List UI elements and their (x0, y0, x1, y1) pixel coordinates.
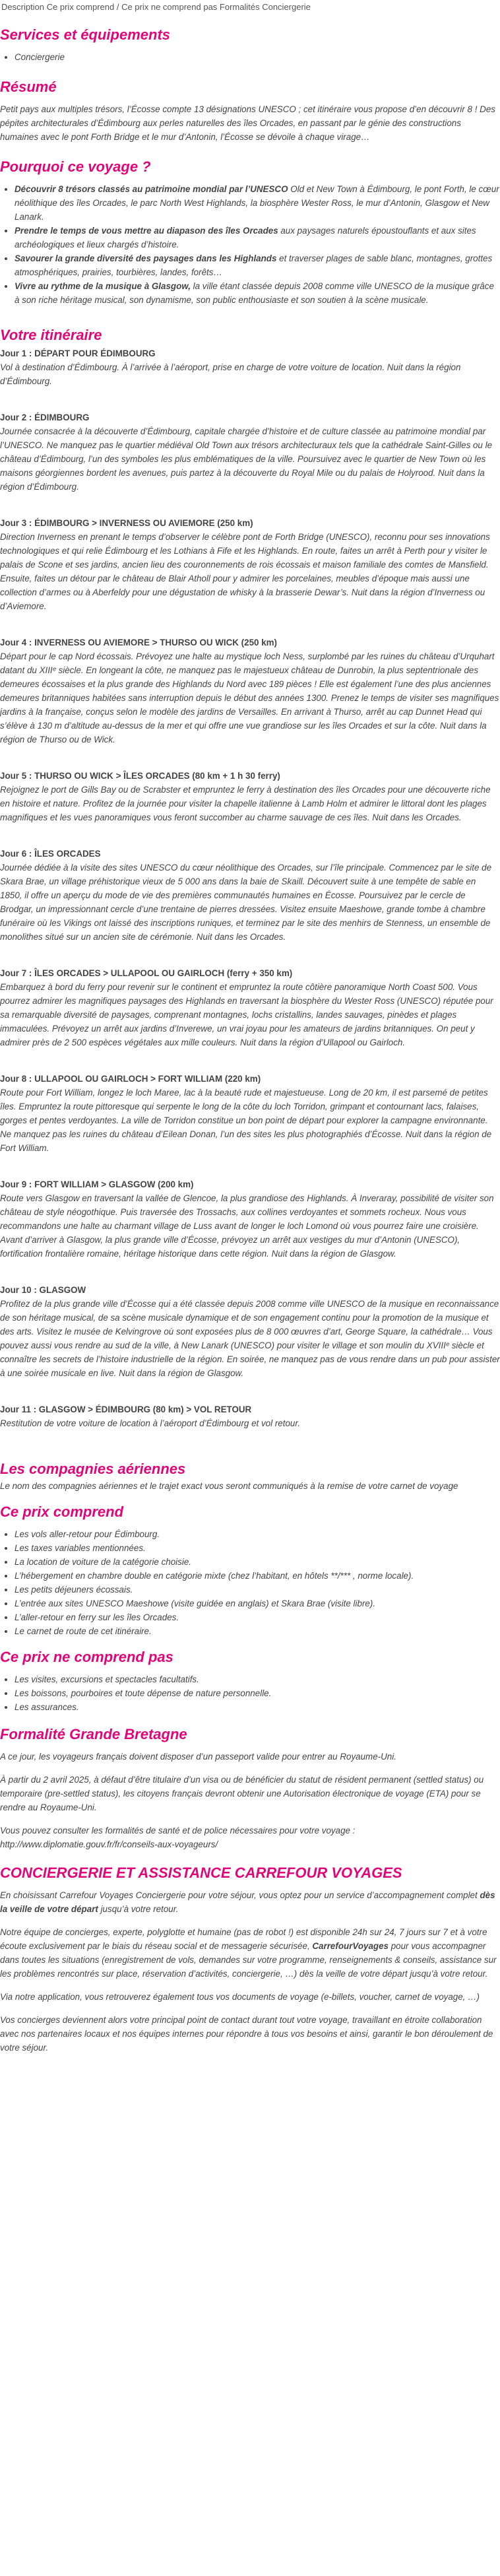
day-text: Restitution de votre voiture de location à l’aéroport d’Édimbourg et vol retour. (0, 1418, 301, 1428)
concierge-p3: Via notre application, vous retrouverez également tous vos documents de voyage (e-billets, voucher, carnet de voyage, …) (0, 1992, 480, 2002)
day-title: Jour 4 : INVERNESS OU AVIEMORE > THURSO OU WICK (250 km) (0, 638, 278, 647)
why-item-bold: Vivre au rythme de la musique à Glasgow, (15, 281, 191, 291)
concierge-p2-bold: CarrefourVoyages (312, 1941, 389, 1951)
day-text: Départ pour le cap Nord écossais. Prévoyez une halte au mystique loch Ness, surplombé par les ruines du château d’Urquhart datant du XIIIᵉ siècle. En longeant la côte, ne manquez pas le majestueux château de Dunrobin, la plus septentrionale des demeures écossaises et la plus grande des Highlands du Nord avec 189 pièces ! Elle est également l’une des plus anciennes demeures britanniques habitées sans interruption depuis le début des années 1300. Prenez le temps de visiter ses magnifiques jardins à la française, conçus selon le modèle des jardins de Versailles. En arrivant à Thurso, arrêt au cap Dunnet Head qui s’élève à 130 m d’altitude au-dessus de la mer et qui offre une vue grandiose sur les îles Orcades et sur la côte. Nuit dans la région de Thurso ou de Wick. (0, 651, 499, 744)
why-item-text: la ville étant classée depuis 2008 comme ville UNESCO de la musique grâce à son riche héritage musical, son dynamisme, son public enthousiaste et son soutien à la scène musicale. (15, 281, 494, 305)
day-text: Vol à destination d’Édimbourg. À l’arrivée à l’aéroport, prise en charge de votre voiture de location. Nuit dans la région d’Édimbourg. (0, 362, 461, 386)
concierge-p1-bold: dès la veille de votre départ (0, 1890, 495, 1914)
airlines-text: Le nom des compagnies aériennes et le trajet exact vous seront communiqués à la remise de votre carnet de voyage (0, 1481, 458, 1491)
itinerary-day (0, 636, 500, 746)
itinerary-day (0, 516, 500, 613)
concierge-title: CONCIERGERIE ET ASSISTANCE CARREFOUR VOYAGES (0, 1865, 402, 1881)
day-title: Jour 6 : ÎLES ORCADES (0, 849, 101, 859)
why-item (15, 224, 500, 251)
itinerary-day (0, 1072, 500, 1155)
includes-item: • Le carnet de route de cet itinéraire. (15, 1624, 500, 1638)
itinerary-day (0, 966, 500, 1049)
excludes-list (0, 1672, 500, 1714)
day-title: Jour 3 : ÉDIMBOURG > INVERNESS OU AVIEMORE (250 km) (0, 518, 253, 528)
day-text: Rejoignez le port de Gills Bay ou de Scrabster et empruntez le ferry à destination des îles Orcades pour une découverte riche en histoire et nature. Profitez de la journée pour visiter la chapelle italienne à Lamb Holm et admirer le littoral dont les plages magnifiques et les vues panoramiques vous feront succomber au charme sauvage de ces îles. Nuit dans les Orcades. (0, 785, 491, 822)
includes-item: • Les taxes variables mentionnées. (15, 1541, 500, 1555)
includes-item: • La location de voiture de la catégorie choisie. (15, 1555, 500, 1569)
day-title: Jour 1 : DÉPART POUR ÉDIMBOURG (0, 348, 156, 358)
day-title: Jour 8 : ULLAPOOL OU GAIRLOCH > FORT WILLIAM (220 km) (0, 1074, 261, 1084)
services-item: • Conciergerie (15, 50, 500, 64)
day-text: Direction Inverness en prenant le temps d’observer le célèbre pont de Forth Bridge (UNESCO), reconnu pour ses innovations technologiques et qui relie Édimbourg et les Lothians à Fife et les Highlands. En route, faites un arrêt à Perth pour y visiter le palais de Scone et ses jardins, ancien lieu des couronnements de rois écossais et maison familiale des comtes de Mansfield. Ensuite, faites un détour par le château de Blair Atholl pour y admirer les porcelaines, meubles d’époque mais aussi une collection d’armes ou à Aberfeldy pour une dégustation de whisky à la brasserie Dewar’s. Nuit dans la région d’Inverness ou d’Aviemore. (0, 532, 490, 611)
itinerary-day (0, 1177, 500, 1261)
formalities-p1: A ce jour, les voyageurs français doivent disposer d’un passeport valide pour entrer au Royaume-Uni. (0, 1752, 396, 1762)
itinerary-day (0, 1403, 500, 1430)
day-title: Jour 2 : ÉDIMBOURG (0, 413, 90, 422)
includes-item: • L’aller-retour en ferry sur les îles Orcades. (15, 1610, 500, 1624)
why-item (15, 251, 500, 279)
formalities-p2: À partir du 2 avril 2025, à défaut d’être titulaire d’un visa ou de bénéficier du statut de résident permanent (settled status) ou temporaire (pre-settled status), les citoyens français devront obtenir une Autorisation électronique de voyage (ETA) pour se rendre au Royaume-Uni. (0, 1775, 484, 1812)
day-title: Jour 9 : FORT WILLIAM > GLASGOW (200 km) (0, 1179, 194, 1189)
formalities-link[interactable]: http://www.diplomatie.gouv.fr/fr/conseils-aux-voyageurs/ (0, 1839, 218, 1849)
concierge-p2: Notre équipe de concierges, experte, polyglotte et humaine (pas de robot !) est disponible 24h sur 24, 7 jours sur 7 et à votre écoute exclusivement par le biais du réseau social et de messagerie sécurisée, CarrefourVoyages pour vous accompagner dans toutes les situations (enregistrement de vols, demandes sur votre programme, renseignements & conseils, assistance sur les problèmes rencontrés sur place, réservation d’activités, conciergerie, …) dès la veille de votre départ jusqu’à votre retour. (0, 1927, 497, 1979)
includes-item: • Les vols aller-retour pour Édimbourg. (15, 1527, 500, 1541)
airlines-title: Les compagnies aériennes (0, 1461, 186, 1477)
resume-text: Petit pays aux multiples trésors, l’Écosse compte 13 désignations UNESCO ; cet itinéraire vous propose d’en découvrir 8 ! Des pépites architecturales d’Édimbourg aux perles naturelles des îles Orcades, en passant par le génie des constructions humaines avec le pont Forth Bridge et le mur d’Antonin, l’Écosse se dévoile à chaque virage… (0, 104, 495, 142)
day-title: Jour 7 : ÎLES ORCADES > ULLAPOOL OU GAIRLOCH (ferry + 350 km) (0, 968, 293, 978)
day-title: Jour 5 : THURSO OU WICK > ÎLES ORCADES (80 km + 1 h 30 ferry) (0, 771, 280, 781)
concierge-p1: En choisissant Carrefour Voyages Conciergerie pour votre séjour, vous optez pour un service d’accompagnement complet dès la veille de votre départ jusqu’à votre retour. (0, 1890, 495, 1914)
concierge-p4: Vos concierges deviennent alors votre principal point de contact durant tout votre voyage, travaillant en étroite collaboration avec nos partenaires locaux et nos équipes internes pour répondre à tous vos besoins et ainsi, garantir le bon déroulement de votre séjour. (0, 2015, 493, 2053)
excludes-item: • Les assurances. (15, 1700, 500, 1714)
day-title: Jour 10 : GLASGOW (0, 1285, 86, 1295)
services-title: Services et équipements (0, 26, 171, 43)
why-item (15, 182, 500, 224)
why-list (0, 182, 500, 307)
day-text: Profitez de la plus grande ville d’Écosse qui a été classée depuis 2008 comme ville UNESCO de la musique en reconnaissance de son héritage musical, de sa scène musicale dynamique et de son engagement continu pour la promotion de la musique et des arts. Visitez le musée de Kelvingrove où sont exposées plus de 8 000 œuvres d’art, George Square, la cathédrale… Vous pouvez aussi vous rendre au sud de la ville, à New Lanark (UNESCO) pour visiter le village et son moulin du XVIIIᵉ siècle et connaître les secrets de l’histoire industrielle de la région. En soirée, ne manquez pas de vous rendre dans un pub pour assister à une soirée musicale en live. Nuit dans la région de Glasgow. (0, 1299, 500, 1378)
includes-item: • L’hébergement en chambre double en catégorie mixte (chez l’habitant, en hôtels **/*** , norme locale). (15, 1569, 500, 1583)
itinerary-days (0, 347, 500, 1430)
excludes-title: Ce prix ne comprend pas (0, 1649, 173, 1665)
breadcrumb: Description Ce prix comprend / Ce prix ne comprend pas Formalités Conciergerie (1, 2, 311, 12)
why-item-text: aux paysages naturels époustouflants et aux sites archéologiques et lieux chargés d’histoire. (15, 226, 476, 249)
why-item-bold: Découvrir 8 trésors classés au patrimoine mondial par l’UNESCO (15, 184, 288, 194)
day-text: Route vers Glasgow en traversant la vallée de Glencoe, la plus grandiose des Highlands. À Inveraray, possibilité de visiter son château de style néogothique. Puis traversée des Trossachs, aux collines verdoyantes et sommets rocheux. Nous vous recommandons une halte au charmant village de Luss avant de longer le loch Lomond où vous pourrez faire une croisière. Avant d’arriver à Glasgow, la plus grande ville d’Écosse, prévoyez un arrêt aux vestiges du mur d’Antonin (UNESCO), fortification frontalière romaine, héritage historique dans cette région. Nuit dans la région de Glasgow. (0, 1193, 494, 1259)
itinerary-day (0, 411, 500, 494)
itinerary-day (0, 1283, 500, 1380)
includes-title: Ce prix comprend (0, 1503, 124, 1520)
why-item-bold: Savourer la grande diversité des paysages dans les Highlands (15, 253, 277, 263)
services-list (0, 50, 500, 64)
formalities-p3: Vous pouvez consulter les formalités de santé et de police nécessaires pour votre voyage : (0, 1826, 356, 1835)
why-item (15, 279, 500, 307)
day-text: Journée consacrée à la découverte d’Édimbourg, capitale chargée d’histoire et de culture classée au patrimoine mondial par l’UNESCO. Ne manquez pas le quartier médiéval Old Town aux trésors architecturaux tels que la cathédrale Saint-Gilles ou le château d’Édimbourg, l’un des symboles les plus emblématiques de la ville. Poursuivez avec le quartier de New Town où les maisons géorgiennes bordent les avenues, puis partez à la découverte du Royal Mile ou du palais de Holyrood. Nuit dans la région d’Édimbourg. (0, 426, 493, 492)
itinerary-day (0, 769, 500, 824)
excludes-item: • Les boissons, pourboires et toute dépense de nature personnelle. (15, 1686, 500, 1700)
day-title: Jour 11 : GLASGOW > ÉDIMBOURG (80 km) > VOL RETOUR (0, 1404, 252, 1414)
formalities-title: Formalité Grande Bretagne (0, 1726, 187, 1742)
itinerary-title: Votre itinéraire (0, 327, 102, 343)
day-text: Embarquez à bord du ferry pour revenir sur le continent et empruntez la route côtière panoramique North Coast 500. Vous pourrez admirer les magnifiques paysages des Highlands en traversant la biosphère du Wester Ross (UNESCO) réputée pour sa remarquable diversité de paysages, comprenant montagnes, lochs cristallins, landes sauvages, pinèdes et plages immaculées. Prévoyez un arrêt aux jardins d’Inverewe, un vrai joyau pour les amateurs de jardins britanniques. On peut y admirer près de 2 500 espèces végétales aux mille couleurs. Nuit dans la région d’Ullapool ou Gairloch. (0, 982, 493, 1047)
includes-item: • Les petits déjeuners écossais. (15, 1583, 500, 1597)
why-item-text: et traverser plages de sable blanc, montagnes, grottes atmosphériques, prairies, tourbières, landes, forêts… (15, 253, 493, 277)
day-text: Journée dédiée à la visite des sites UNESCO du cœur néolithique des Orcades, sur l’île principale. Commencez par le site de Skara Brae, un village préhistorique vieux de 5 000 ans dans la baie de Skaill. Découvert suite à une tempête de sable en 1850, il offre un aperçu du mode de vie des premières communautés humaines en Écosse. Poursuivez par le cercle de Brodgar, un impressionnant cercle d’une trentaine de pierres dressées. Visitez ensuite Maeshowe, grande tombe à chambre funéraire où les Vikings ont laissé des inscriptions runiques, et terminez par le site des menhirs de Stenness, un ensemble de monolithes situé sur un ancien site de cérémonie. Nuit dans les Orcades. (0, 863, 492, 942)
includes-list (0, 1527, 500, 1638)
resume-title: Résumé (0, 79, 57, 95)
why-title: Pourquoi ce voyage ? (0, 158, 151, 175)
excludes-item: • Les visites, excursions et spectacles facultatifs. (15, 1672, 500, 1686)
day-text: Route pour Fort William, longez le loch Maree, lac à la beauté rude et majestueuse. Long de 20 km, il est parsemé de petites îles. Empruntez la route pittoresque qui serpente le long de la côte du loch Torridon, grimpant et contournant lacs, falaises, gorges et pentes verdoyantes. La ville de Torridon constitue un bon point de départ pour explorer la campagne environnante. Ne manquez pas les ruines du château d’Eilean Donan, l’un des sites les plus photographiés d’Écosse. Nuit dans la région de Fort William. (0, 1088, 492, 1153)
includes-item: • L’entrée aux sites UNESCO Maeshowe (visite guidée en anglais) et Skara Brae (visite libre). (15, 1597, 500, 1610)
itinerary-day (0, 847, 500, 944)
why-item-text: Old et New Town à Édimbourg, le pont Forth, le cœur néolithique des îles Orcades, le parc North West Highlands, la biosphère Wester Ross, le mur d’Antonin, Glasgow et New Lanark. (15, 184, 499, 222)
itinerary-day (0, 347, 500, 388)
why-item-bold: Prendre le temps de vous mettre au diapason des îles Orcades (15, 226, 278, 236)
